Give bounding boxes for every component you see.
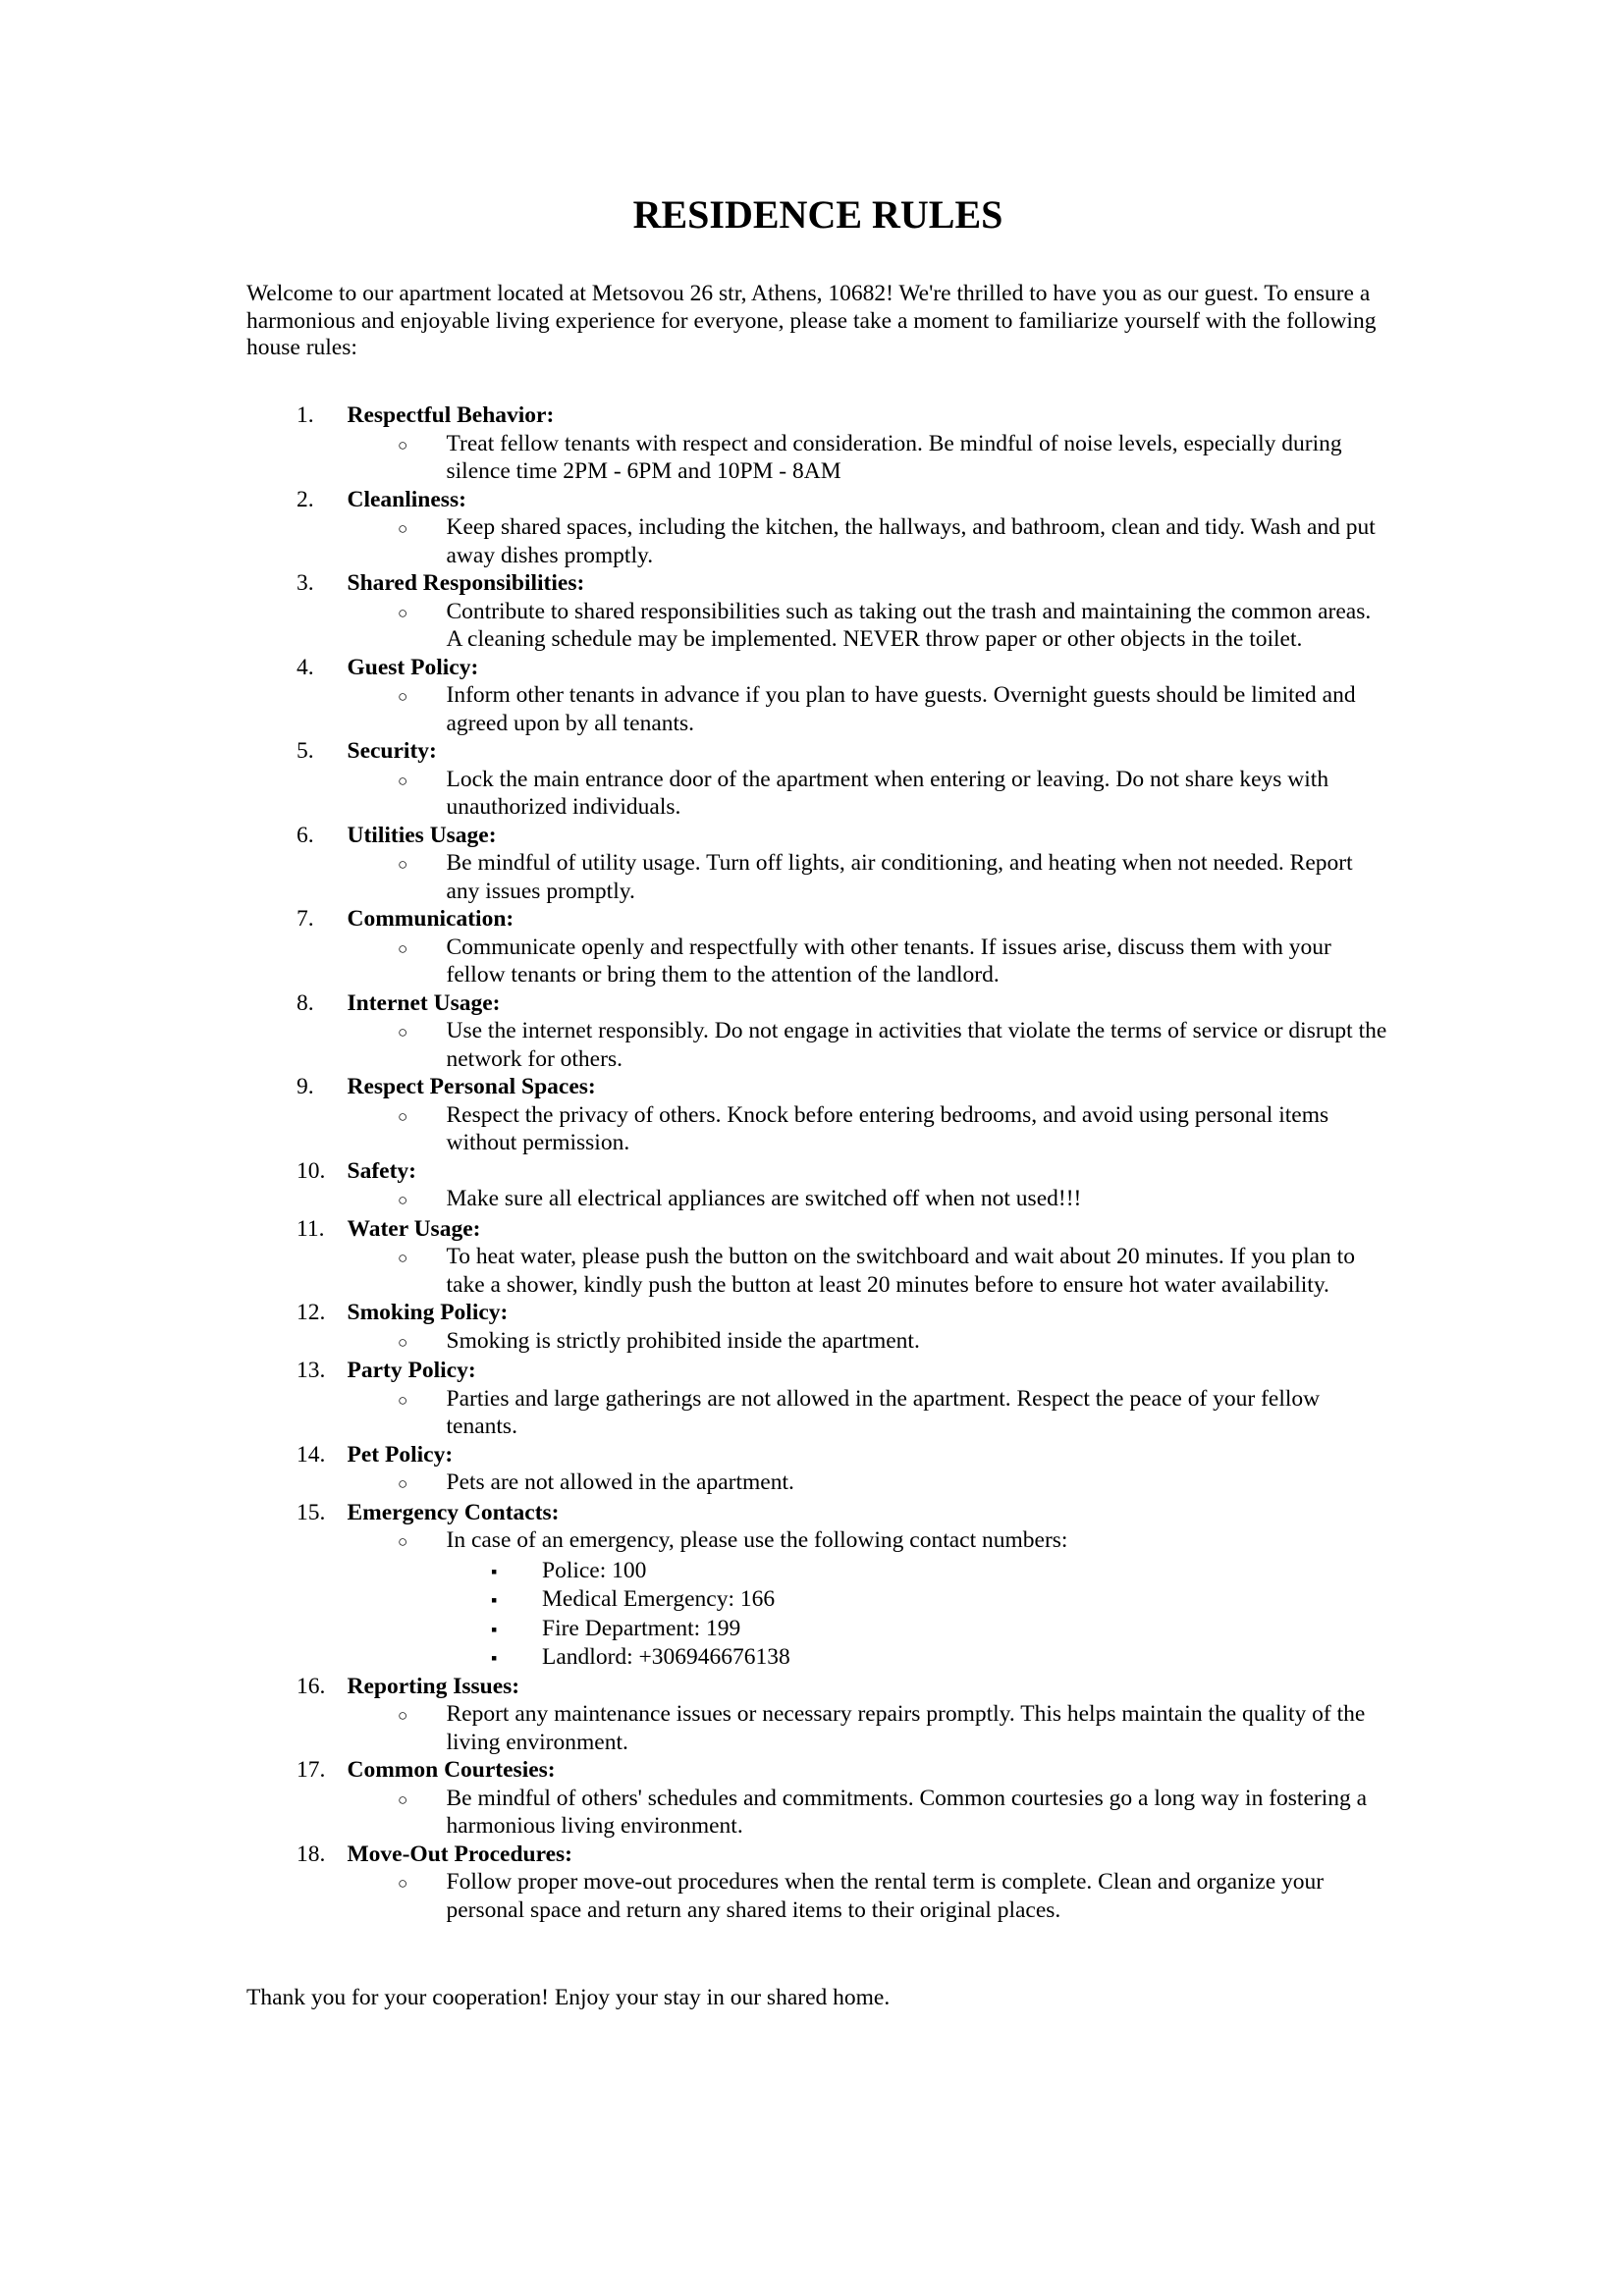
rule-detail-text: Be mindful of utility usage. Turn off lights, air conditioning, and heating when not needed. Report any issues promptly.: [446, 850, 1353, 904]
circle-bullet-icon: ○: [398, 687, 408, 707]
rule-number: 14.: [297, 1441, 326, 1468]
rule-detail-row: [398, 934, 1389, 989]
rule-detail-row: [398, 849, 1389, 905]
rule-title: Safety:: [347, 1157, 416, 1184]
rule-detail-row: [398, 1327, 1389, 1358]
rule-item: [246, 1673, 1389, 1757]
rule-detail-row: [398, 1785, 1389, 1841]
rule-item: [246, 1441, 1389, 1499]
rule-detail-text: To heat water, please push the button on the switchboard and wait about 20 minutes. If you plan to take a shower, kindly push the button at least 20 minutes before to ensure hot water availability.: [446, 1244, 1355, 1298]
circle-bullet-icon: ○: [398, 1706, 408, 1726]
rule-number: 17.: [297, 1757, 326, 1784]
rule-number: 4.: [297, 654, 314, 680]
circle-bullet-icon: ○: [398, 1191, 408, 1210]
contact-text: Fire Department: 199: [542, 1615, 741, 1641]
rule-item: [246, 486, 1389, 570]
circle-bullet-icon: ○: [398, 1332, 408, 1352]
circle-bullet-icon: ○: [398, 1390, 408, 1410]
rule-head: [246, 569, 1389, 598]
contact-text: Police: 100: [542, 1557, 647, 1583]
rule-item: [246, 1756, 1389, 1841]
circle-bullet-icon: ○: [398, 603, 408, 622]
rule-number: 5.: [297, 738, 314, 765]
rule-number: 15.: [297, 1499, 326, 1525]
rule-number: 8.: [297, 989, 314, 1016]
rule-item: [246, 1299, 1389, 1357]
rule-head: [246, 905, 1389, 934]
rule-head: [246, 1673, 1389, 1701]
rule-title: Respectful Behavior:: [347, 402, 555, 429]
rule-number: 18.: [297, 1841, 326, 1867]
circle-bullet-icon: ○: [398, 1249, 408, 1268]
rule-head: [246, 654, 1389, 682]
rule-item: [246, 989, 1389, 1074]
rule-title: Emergency Contacts:: [347, 1499, 560, 1525]
rule-title: Internet Usage:: [347, 989, 501, 1016]
rule-number: 2.: [297, 486, 314, 512]
contact-row: [491, 1585, 1389, 1615]
rule-detail-row: [398, 1526, 1389, 1557]
contact-row: [491, 1557, 1389, 1586]
rule-item: [246, 1499, 1389, 1673]
circle-bullet-icon: ○: [398, 435, 408, 454]
circle-bullet-icon: ○: [398, 1106, 408, 1126]
rule-detail-row: [398, 1700, 1389, 1756]
rule-detail-row: [398, 1101, 1389, 1157]
rule-detail-text: Pets are not allowed in the apartment.: [446, 1469, 794, 1496]
rule-detail-text: Follow proper move-out procedures when the rental term is complete. Clean and organize your personal space and return any shared items to their original places.: [446, 1869, 1325, 1923]
closing-paragraph: Thank you for your cooperation! Enjoy your stay in our shared home.: [246, 1985, 891, 2011]
rule-title: Shared Responsibilities:: [347, 570, 585, 597]
rule-number: 10.: [297, 1157, 326, 1184]
rule-item: [246, 1073, 1389, 1157]
rule-head: [246, 1299, 1389, 1327]
rule-detail-row: [398, 1185, 1389, 1215]
rule-title: Smoking Policy:: [347, 1300, 509, 1326]
rule-title: Utilities Usage:: [347, 822, 497, 848]
rule-detail-text: Report any maintenance issues or necessary repairs promptly. This helps maintain the quality of the living environment.: [446, 1701, 1366, 1755]
rule-detail-text: Keep shared spaces, including the kitchen, the hallways, and bathroom, clean and tidy. Wash and put away dishes promptly.: [446, 514, 1376, 568]
rule-number: 13.: [297, 1358, 326, 1384]
rule-head: [246, 1756, 1389, 1785]
rule-item: [246, 1215, 1389, 1300]
rule-detail-text: Be mindful of others' schedules and commitments. Common courtesies go a long way in fostering a harmonious living environment.: [446, 1785, 1368, 1840]
rule-detail-text: Contribute to shared responsibilities such as taking out the trash and maintaining the common areas. A cleaning schedule may be implemented. NEVER throw paper or other objects in the toilet.: [446, 598, 1372, 653]
circle-bullet-icon: ○: [398, 855, 408, 875]
rule-head: [246, 737, 1389, 766]
rule-detail-text: Inform other tenants in advance if you plan to have guests. Overnight guests should be limited and agreed upon by all tenants.: [446, 682, 1356, 736]
rule-item: [246, 1841, 1389, 1925]
circle-bullet-icon: ○: [398, 938, 408, 958]
rule-detail-row: [398, 1868, 1389, 1924]
rule-head: [246, 989, 1389, 1018]
rule-number: 16.: [297, 1673, 326, 1699]
square-bullet-icon: ▪: [491, 1561, 498, 1581]
rule-title: Communication:: [347, 906, 514, 933]
rule-title: Water Usage:: [347, 1215, 481, 1242]
rule-detail-text: Make sure all electrical appliances are switched off when not used!!!: [446, 1186, 1082, 1212]
rule-detail-row: [398, 766, 1389, 822]
rule-head: [246, 822, 1389, 850]
rule-detail-row: [398, 1017, 1389, 1073]
rule-head: [246, 1157, 1389, 1186]
rule-item: [246, 1357, 1389, 1441]
rule-detail-text: Smoking is strictly prohibited inside the apartment.: [446, 1327, 920, 1354]
rule-item: [246, 569, 1389, 654]
rule-detail-row: [398, 1468, 1389, 1499]
rule-number: 9.: [297, 1074, 314, 1100]
rule-number: 6.: [297, 822, 314, 848]
rule-item: [246, 654, 1389, 738]
rule-item: [246, 401, 1389, 486]
square-bullet-icon: ▪: [491, 1619, 498, 1639]
rule-detail-row: [398, 430, 1389, 486]
circle-bullet-icon: ○: [398, 1874, 408, 1894]
rule-title: Cleanliness:: [347, 486, 466, 512]
contact-row: [491, 1643, 1389, 1673]
rule-item: [246, 905, 1389, 989]
rule-head: [246, 1073, 1389, 1101]
rule-title: Common Courtesies:: [347, 1757, 556, 1784]
rule-title: Move-Out Procedures:: [347, 1841, 573, 1867]
rules-list: [246, 401, 1389, 1924]
rule-number: 7.: [297, 906, 314, 933]
rule-item: [246, 822, 1389, 906]
rule-detail-row: [398, 1385, 1389, 1441]
rule-title: Security:: [347, 738, 437, 765]
circle-bullet-icon: ○: [398, 519, 408, 539]
rule-head: [246, 401, 1389, 430]
rule-head: [246, 1215, 1389, 1244]
rule-item: [246, 1157, 1389, 1215]
rule-number: 12.: [297, 1300, 326, 1326]
rule-head: [246, 1441, 1389, 1469]
circle-bullet-icon: ○: [398, 1532, 408, 1552]
circle-bullet-icon: ○: [398, 1023, 408, 1042]
rule-detail-text: Use the internet responsibly. Do not engage in activities that violate the terms of service or disrupt the network for others.: [446, 1018, 1387, 1072]
rule-detail-row: [398, 513, 1389, 569]
square-bullet-icon: ▪: [491, 1590, 498, 1611]
rule-number: 1.: [297, 402, 314, 429]
rule-title: Guest Policy:: [347, 654, 479, 680]
circle-bullet-icon: ○: [398, 1474, 408, 1494]
square-bullet-icon: ▪: [491, 1648, 498, 1669]
circle-bullet-icon: ○: [398, 1789, 408, 1809]
rule-title: Respect Personal Spaces:: [347, 1074, 596, 1100]
rule-detail-row: [398, 681, 1389, 737]
rule-detail-row: [398, 598, 1389, 654]
document-title: RESIDENCE RULES: [632, 192, 1003, 237]
rule-item: [246, 737, 1389, 822]
rule-title: Party Policy:: [347, 1358, 476, 1384]
rule-title: Pet Policy:: [347, 1441, 454, 1468]
rule-detail-text: Respect the privacy of others. Knock before entering bedrooms, and avoid using personal items without permission.: [446, 1101, 1329, 1156]
rule-detail-text: Lock the main entrance door of the apartment when entering or leaving. Do not share keys with unauthorized individuals.: [446, 766, 1329, 821]
intro-paragraph: Welcome to our apartment located at Metsovou 26 str, Athens, 10682! We're thrilled to have you as our guest. To ensure a harmonious and enjoyable living experience for everyone, please take a moment to familiarize yourself with the following house rules:: [246, 281, 1377, 361]
rule-detail-text: Treat fellow tenants with respect and consideration. Be mindful of noise levels, especially during silence time 2PM - 6PM and 10PM - 8AM: [446, 430, 1342, 485]
rule-detail-text: In case of an emergency, please use the following contact numbers:: [446, 1527, 1068, 1554]
contact-text: Medical Emergency: 166: [542, 1586, 776, 1613]
rule-head: [246, 1499, 1389, 1527]
rule-head: [246, 1357, 1389, 1385]
circle-bullet-icon: ○: [398, 771, 408, 790]
contact-row: [491, 1615, 1389, 1644]
rule-detail-row: [398, 1243, 1389, 1299]
rule-detail-text: Communicate openly and respectfully with other tenants. If issues arise, discuss them with your fellow tenants or bring them to the attention of the landlord.: [446, 934, 1331, 988]
rule-number: 3.: [297, 570, 314, 597]
rule-number: 11.: [297, 1215, 325, 1242]
rule-head: [246, 486, 1389, 514]
rule-detail-text: Parties and large gatherings are not allowed in the apartment. Respect the peace of your fellow tenants.: [446, 1385, 1321, 1440]
rule-title: Reporting Issues:: [347, 1673, 520, 1699]
contact-text: Landlord: +306946676138: [542, 1644, 790, 1671]
rule-head: [246, 1841, 1389, 1869]
